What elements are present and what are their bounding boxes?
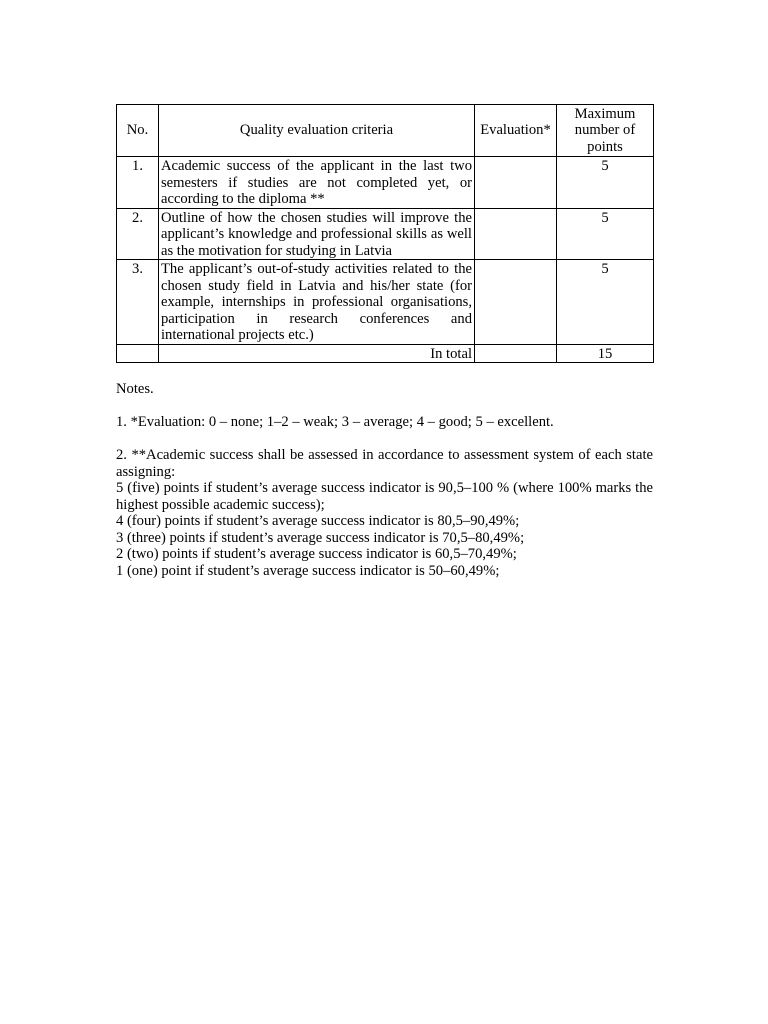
row-evaluation-cell[interactable] [475, 260, 557, 345]
note-evaluation-scale: 1. *Evaluation: 0 – none; 1–2 – weak; 3 – average; 4 – good; 5 – excellent. [116, 414, 554, 430]
note-academic-success-intro: 2. **Academic success shall be assessed in accordance to assessment system of each state assigning: [116, 447, 653, 480]
table-total-row [117, 344, 654, 363]
row-number: 3. [117, 260, 159, 345]
total-label: In total [159, 344, 475, 363]
note-academic-line: 5 (five) points if student’s average success indicator is 90,5–100 % (where 100% marks the highest possible academic success); [116, 480, 653, 513]
row-maximum: 5 [557, 208, 654, 260]
row-number: 1. [117, 157, 159, 209]
total-empty-cell [117, 344, 159, 363]
row-evaluation-cell[interactable] [475, 208, 557, 260]
table-row [117, 157, 654, 209]
table-row [117, 208, 654, 260]
header-no: No. [117, 105, 159, 157]
notes-section [116, 381, 653, 579]
document-page [116, 104, 653, 579]
quality-evaluation-table [116, 104, 654, 363]
note-academic-line: 4 (four) points if student’s average success indicator is 80,5–90,49%; [116, 513, 520, 529]
row-criteria: Outline of how the chosen studies will improve the applicant’s knowledge and professional skills as well as the motivation for studying in Latvia [159, 208, 475, 260]
table-header-row [117, 105, 654, 157]
note-academic-line: 2 (two) points if student’s average success indicator is 60,5–70,49%; [116, 546, 517, 562]
row-maximum: 5 [557, 157, 654, 209]
total-maximum: 15 [557, 344, 654, 363]
note-academic-line: 1 (one) point if student’s average success indicator is 50–60,49%; [116, 562, 500, 579]
notes-heading: Notes. [116, 381, 154, 397]
table-row [117, 260, 654, 345]
total-evaluation-cell[interactable] [475, 344, 557, 363]
header-criteria: Quality evaluation criteria [159, 105, 475, 157]
header-maximum: Maximum number of points [557, 105, 654, 157]
row-evaluation-cell[interactable] [475, 157, 557, 209]
header-evaluation: Evaluation* [475, 105, 557, 157]
note-academic-line: 3 (three) points if student’s average success indicator is 70,5–80,49%; [116, 529, 525, 546]
row-number: 2. [117, 208, 159, 260]
row-criteria: The applicant’s out-of-study activities related to the chosen study field in Latvia and his/her state (for example, internships in professional organisations, participation in research conferences and international projects etc.) [159, 260, 475, 345]
row-maximum: 5 [557, 260, 654, 345]
row-criteria: Academic success of the applicant in the last two semesters if studies are not completed yet, or according to the diploma ** [159, 157, 475, 209]
